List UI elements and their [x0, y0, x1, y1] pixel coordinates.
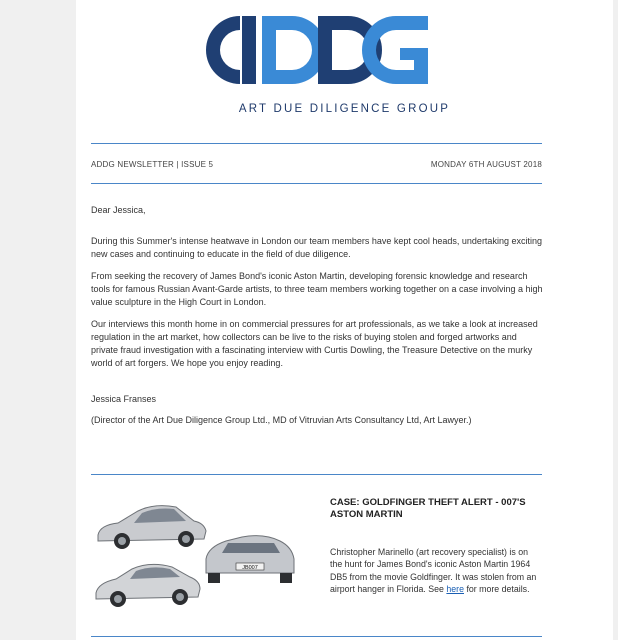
- case-title: CASE: GOLDFINGER THEFT ALERT - 007'S ASTON MARTIN: [330, 497, 526, 520]
- aston-martin-cars-image: [94, 497, 304, 612]
- case-description: [330, 546, 542, 595]
- letter-paragraph-1: During this Summer's intense heatwave in London our team members have kept cool heads, undertaking exciting new cases and continuing to educate in the field of due diligence.: [91, 236, 542, 259]
- issue-row: [91, 160, 542, 172]
- issue-date: MONDAY 6TH AUGUST 2018: [430, 160, 542, 169]
- issue-label: ADDG NEWSLETTER | ISSUE 5: [91, 160, 214, 169]
- signature-name: Jessica Franses: [91, 394, 157, 404]
- case-text-after: for more details.: [464, 583, 530, 594]
- header-logo: [76, 0, 613, 130]
- divider-issue: [91, 183, 542, 184]
- addg-logo: [200, 12, 430, 87]
- signature-title: (Director of the Art Due Diligence Group Ltd., MD of Vitruvian Arts Consultancy Ltd, Art Lawyer.): [91, 415, 472, 425]
- newsletter-sheet: [76, 0, 613, 640]
- case-text-before: Christopher Marinello (art recovery specialist) is on the hunt for James Bond's iconic Aston Martin 1964 DB5 from the movie Goldfinger. It was stolen from an airport hanger in Florida. See: [330, 547, 537, 594]
- letter-paragraph-3: Our interviews this month home in on commercial pressures for art professionals, as we take a look at increased regulation in the art market, how collectors can be live to the risks of buying stolen and forged artworks and private fraud investigation with a fascinating interview with Curtis Dowling, the Treasure Detective on the murky world of art forgers. We hope you enjoy reading.: [91, 319, 538, 368]
- letter-paragraph-2: From seeking the recovery of James Bond's iconic Aston Martin, developing forensic knowledge and research tools for famous Russian Avant-Garde artists, to three team members working together on a case involving a high value sculpture in the High Court in London.: [91, 271, 543, 307]
- case-link[interactable]: here: [446, 583, 464, 594]
- divider-bottom: [91, 636, 542, 637]
- brand-tagline: ART DUE DILIGENCE GROUP: [238, 103, 451, 115]
- letter-greeting: Dear Jessica,: [91, 205, 146, 215]
- divider-case: [91, 474, 542, 475]
- divider-top: [91, 143, 542, 144]
- plate-text: JB007: [242, 565, 258, 571]
